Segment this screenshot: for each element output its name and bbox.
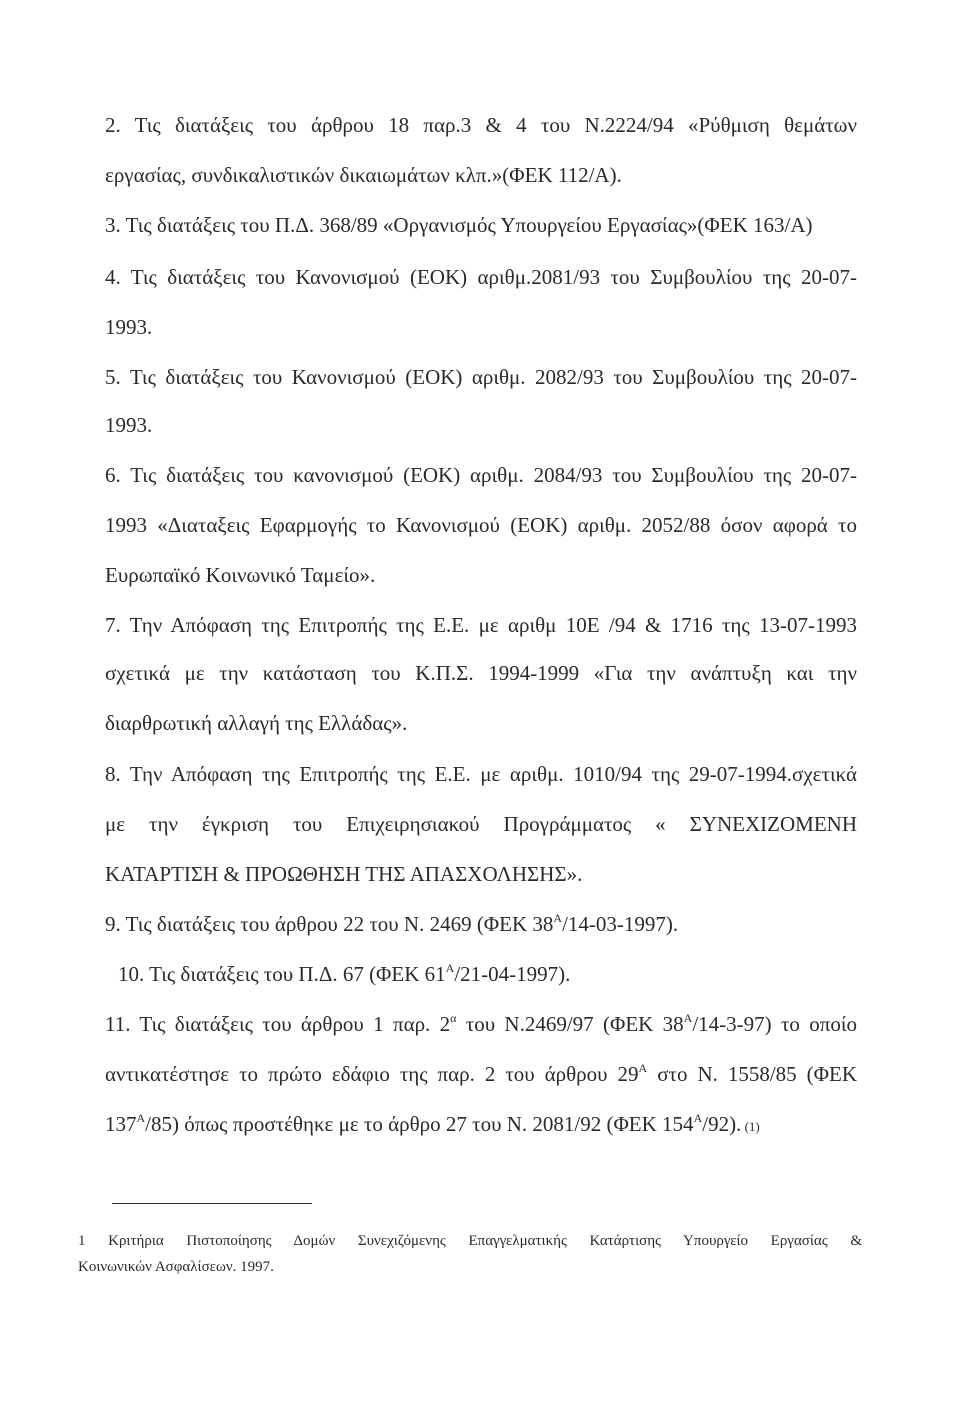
item-6-line-3: Ευρωπαϊκό Κοινωνικό Ταμείο». [105,563,376,587]
item-4-line-1: 4. Τις διατάξεις του Κανονισμού (ΕΟΚ) αριθμ.2081/93 του Συμβουλίου της 20-07- [105,265,857,289]
item-11-text-f: 137 [105,1112,137,1136]
item-11-sup-a: α [450,1011,457,1025]
item-10 [118,961,570,987]
item-7-line-1: 7. Την Απόφαση της Επιτροπής της Ε.Ε. με αριθμ 10Ε /94 & 1716 της 13-07-1993 [105,613,857,637]
item-2-line-2: εργασίας, συνδικαλιστικών δικαιωμάτων κλπ.»(ΦΕΚ 112/Α). [105,163,622,187]
item-10-sup: Α [445,961,455,975]
item-2-line-1: 2. Τις διατάξεις του άρθρου 18 παρ.3 & 4 του Ν.2224/94 «Ρύθμιση θεμάτων [105,113,857,137]
item-9 [105,911,678,937]
item-11-text-g: /85) όπως προστέθηκε με το άρθρο 27 του Ν. 2081/92 (ΦΕΚ 154 [145,1112,694,1136]
item-11-sup-c: Α [638,1061,648,1075]
item-6-line-1: 6. Τις διατάξεις του κανονισμού (ΕΟΚ) αριθμ. 2084/93 του Συμβουλίου της 20-07- [105,463,857,487]
item-5-line-2: 1993. [105,413,153,437]
item-11-line-3 [105,1111,760,1140]
item-9-text-end: /14-03-1997). [562,912,679,936]
item-11-line-2 [105,1061,857,1087]
item-9-text: 9. Τις διατάξεις του άρθρου 22 του Ν. 2469 (ΦΕΚ 38 [105,912,554,936]
item-4-line-2: 1993. [105,315,153,339]
item-11-sup-d: Α [136,1111,146,1125]
item-11-text-a: 11. Τις διατάξεις του άρθρου 1 παρ. 2 [105,1012,451,1036]
footnote-reference: (1) [741,1119,760,1134]
item-11-text-b: του Ν.2469/97 (ΦΕΚ 38 [456,1012,684,1036]
item-3-line-1: 3. Τις διατάξεις του Π.Δ. 368/89 «Οργανισμός Υπουργείου Εργασίας»(ΦΕΚ 163/Α) [105,213,813,237]
item-11-line-1 [105,1011,857,1037]
item-5-line-1: 5. Τις διατάξεις του Κανονισμού (ΕΟΚ) αριθμ. 2082/93 του Συμβουλίου της 20-07- [105,365,857,389]
item-7-line-2: σχετικά με την κατάσταση του Κ.Π.Σ. 1994-1999 «Για την ανάπτυξη και την [105,661,857,685]
item-8-line-3: ΚΑΤΑΡΤΙΣΗ & ΠΡΟΩΘΗΣΗ ΤΗΣ ΑΠΑΣΧΟΛΗΣΗΣ». [105,862,583,886]
item-11-sup-e: Α [693,1111,703,1125]
item-8-line-2: με την έγκριση του Επιχειρησιακού Προγράμματος « ΣΥΝΕΧΙΖΟΜΕΝΗ [105,812,857,836]
item-11-text-d: αντικατέστησε το πρώτο εδάφιο της παρ. 2 του άρθρου 29 [105,1062,639,1086]
item-11-text-c: /14-3-97) το οποίο [692,1012,857,1036]
footnote-line-1: 1 Κριτήρια Πιστοποίησης Δομών Συνεχιζόμενης Επαγγελματικής Κατάρτισης Υπουργείο Εργασίας & [78,1233,862,1249]
item-6-line-2: 1993 «Διαταξεις Εφαρμογής το Κανονισμού (ΕΟΚ) αριθμ. 2052/88 όσον αφορά το [105,513,857,537]
item-10-text-end: /21-04-1997). [454,962,571,986]
item-8-line-1: 8. Την Απόφαση της Επιτροπής της Ε.Ε. με αριθμ. 1010/94 της 29-07-1994.σχετικά [105,762,857,786]
item-10-text: 10. Τις διατάξεις του Π.Δ. 67 (ΦΕΚ 61 [118,962,446,986]
item-11-sup-b: Α [683,1011,693,1025]
footnote-line-2: Κοινωνικών Ασφαλίσεων. 1997. [78,1259,274,1275]
item-7-line-3: διαρθρωτική αλλαγή της Ελλάδας». [105,711,408,735]
footnote-divider [112,1203,312,1204]
item-11-text-e: στο Ν. 1558/85 (ΦΕΚ [647,1062,857,1086]
item-11-text-h: /92). [702,1112,742,1136]
item-9-sup: Α [553,911,563,925]
